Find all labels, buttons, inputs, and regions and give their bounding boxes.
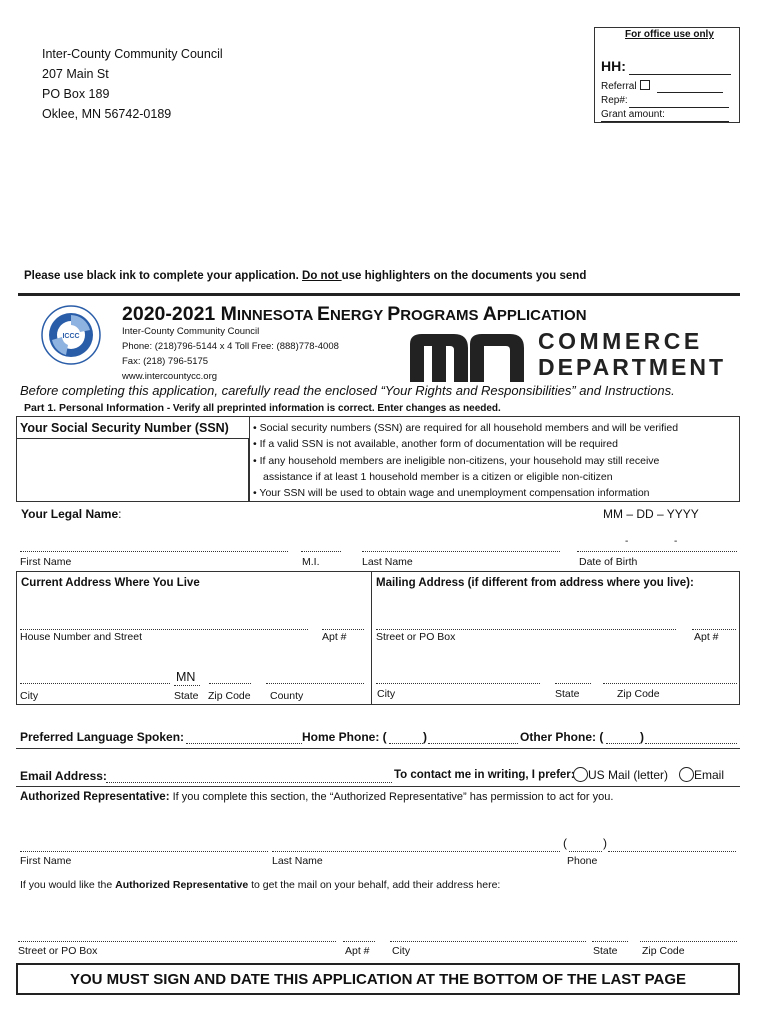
- ssn-bullet: assistance if at least 1 household member is a citizen or eligible non-citizen: [263, 470, 613, 483]
- prefer-label: To contact me in writing, I prefer:: [394, 769, 575, 781]
- apt-field[interactable]: [322, 618, 364, 630]
- city-field[interactable]: [20, 672, 170, 684]
- ink-note-text-end: use highlighters on the documents you send: [341, 270, 587, 282]
- referral-checkbox[interactable]: [640, 80, 650, 90]
- rep-state-caption: State: [593, 945, 618, 957]
- contact-rule: [16, 748, 740, 749]
- mailing-city-field[interactable]: [376, 672, 540, 684]
- ssn-bullets: [253, 420, 678, 501]
- email-field[interactable]: [106, 771, 392, 783]
- mailing-address-label: Mailing Address (if different from address where you live):: [376, 577, 694, 589]
- email-label: Email Address:: [20, 769, 107, 783]
- return-address: [42, 44, 223, 124]
- mailing-city-caption: City: [377, 688, 396, 700]
- part1-header: [24, 402, 501, 414]
- mailing-zip-caption: Zip Code: [617, 688, 660, 700]
- mailing-street-caption: Street or PO Box: [376, 631, 456, 643]
- authorized-rep-label: Authorized Representative:: [20, 791, 170, 803]
- pref-mail-label: US Mail (letter): [588, 768, 669, 782]
- dob-caption: Date of Birth: [579, 556, 638, 568]
- rep-phone-caption: Phone: [567, 855, 598, 867]
- mn-logo-mark: [410, 330, 528, 382]
- last-name-field[interactable]: [362, 540, 560, 552]
- rep-label: Rep#:: [601, 95, 628, 106]
- other-phone-field[interactable]: [645, 732, 737, 744]
- form-title: [122, 303, 587, 326]
- commerce-word: COMMERCE: [538, 328, 703, 354]
- house-street-caption: House Number and Street: [20, 631, 142, 643]
- ssn-bullet: • Social security numbers (SSN) are required for all household members and will be verified: [253, 422, 679, 434]
- pref-mail-radio[interactable]: [573, 767, 588, 782]
- office-use-title: For office use only: [625, 29, 714, 40]
- title-small: ROGRAMS: [400, 307, 483, 324]
- house-street-field[interactable]: [20, 618, 308, 630]
- return-address-line: 207 Main St: [42, 67, 109, 81]
- other-phone-label: Other Phone: (: [520, 730, 604, 744]
- city-caption: City: [20, 690, 39, 702]
- rep-first-name-field[interactable]: [20, 840, 268, 852]
- rep-mail-note-a: If you would like the: [20, 879, 116, 891]
- rep-field[interactable]: [629, 107, 729, 108]
- agency-website: www.intercountycc.org: [122, 371, 218, 382]
- address-divider: [371, 571, 372, 705]
- referral-field[interactable]: [657, 92, 723, 93]
- referral-label: Referral: [601, 81, 637, 92]
- mn-commerce-logo: [410, 330, 735, 382]
- legal-name-text: Your Legal Name: [21, 507, 119, 521]
- authorized-rep-text: If you complete this section, the “Authorized Representative” has permission to act for you.: [169, 791, 614, 803]
- current-address-label: Current Address Where You Live: [21, 577, 200, 589]
- dob-separator: -: [674, 536, 678, 547]
- home-phone-field[interactable]: [428, 732, 518, 744]
- rep-street-caption: Street or PO Box: [18, 945, 98, 957]
- mi-field[interactable]: [301, 540, 341, 552]
- return-address-line: PO Box 189: [42, 87, 110, 101]
- mailing-apt-field[interactable]: [692, 618, 736, 630]
- mailing-state-field[interactable]: [555, 672, 591, 684]
- rep-phone-close: ): [603, 836, 607, 850]
- legal-name-colon: :: [118, 507, 122, 521]
- title-small: PPLICATION: [496, 307, 587, 324]
- grant-label: Grant amount:: [601, 109, 665, 120]
- ssn-bullet: • If a valid SSN is not available, another form of documentation will be required: [253, 438, 618, 451]
- home-phone-label: Home Phone: (: [302, 730, 387, 744]
- title-cap: E: [316, 303, 330, 325]
- authorized-rep-header: [20, 791, 613, 803]
- return-address-line: Oklee, MN 56742-0189: [42, 107, 172, 121]
- rep-apt-field[interactable]: [343, 930, 375, 942]
- mi-caption: M.I.: [302, 556, 320, 568]
- county-field[interactable]: [266, 672, 364, 684]
- rep-last-caption: Last Name: [272, 855, 323, 867]
- agency-phone: Phone: (218)796-5144 x 4 Toll Free: (888)778-4008: [122, 341, 339, 352]
- language-label: Preferred Language Spoken:: [20, 730, 185, 744]
- other-paren-close: ): [640, 730, 644, 744]
- email-rule: [16, 786, 740, 787]
- title-cap: A: [482, 303, 497, 325]
- ink-note-text: Please use black ink to complete your application.: [24, 270, 303, 282]
- mailing-state-caption: State: [555, 688, 580, 700]
- agency-name: Inter-County Community Council: [122, 326, 260, 337]
- ssn-input[interactable]: [16, 438, 249, 502]
- title-cap: M: [220, 303, 237, 325]
- seal-text: ICCC: [62, 333, 80, 340]
- home-paren-close: ): [423, 730, 427, 744]
- referral-row: [601, 80, 650, 92]
- county-caption: County: [270, 690, 304, 702]
- header-rule: [18, 293, 740, 296]
- rep-mail-note-b: Authorized Representative: [115, 879, 249, 891]
- rep-state-field[interactable]: [592, 930, 628, 942]
- office-use-box: [594, 27, 740, 123]
- sign-banner-text: YOU MUST SIGN AND DATE THIS APPLICATION AT THE BOTTOM OF THE LAST PAGE: [69, 970, 687, 988]
- home-area-field[interactable]: [389, 732, 423, 744]
- language-field[interactable]: [186, 732, 302, 744]
- pref-email-label: Email: [694, 768, 725, 782]
- return-address-line: Inter-County Community Council: [42, 47, 223, 61]
- state-field[interactable]: [174, 672, 200, 686]
- department-word: DEPARTMENT: [538, 354, 727, 380]
- pref-email-option[interactable]: [679, 767, 724, 782]
- rep-mail-note: [20, 879, 500, 891]
- title-small: NERGY: [329, 307, 388, 324]
- ssn-bullet: • Your SSN will be used to obtain wage and unemployment compensation information: [253, 487, 650, 500]
- sign-banner: [16, 963, 740, 995]
- rep-first-caption: First Name: [20, 855, 72, 867]
- state-caption: State: [174, 690, 199, 702]
- dob-separator: -: [625, 536, 629, 547]
- pref-mail-option[interactable]: [573, 767, 668, 782]
- title-year: 2020-2021: [122, 303, 221, 325]
- title-cap: P: [387, 303, 401, 325]
- agency-contact: [122, 324, 339, 384]
- rep-zip-caption: Zip Code: [642, 945, 685, 957]
- zip-caption: Zip Code: [208, 690, 251, 702]
- rep-phone-field[interactable]: [608, 840, 736, 852]
- rep-phone-open: (: [563, 836, 567, 850]
- rep-zip-field[interactable]: [640, 930, 737, 942]
- last-name-caption: Last Name: [362, 556, 413, 568]
- other-area-field[interactable]: [606, 732, 640, 744]
- rep-city-caption: City: [392, 945, 411, 957]
- instructions: Before completing this application, carefully read the enclosed “Your Rights and Responsibilities” and Instructions.: [20, 383, 675, 398]
- ink-note: [24, 270, 586, 282]
- hh-field[interactable]: [629, 74, 731, 75]
- legal-name-label: [21, 507, 121, 521]
- ssn-label: Your Social Security Number (SSN): [20, 421, 229, 435]
- part1-title: Part 1. Personal Information: [24, 402, 165, 414]
- dob-field[interactable]: [577, 540, 737, 552]
- rep-city-field[interactable]: [390, 930, 586, 942]
- date-format: MM – DD – YYYY: [603, 507, 699, 521]
- ssn-divider: [249, 416, 250, 502]
- rep-apt-caption: Apt #: [345, 945, 370, 957]
- zip-field[interactable]: [209, 672, 251, 684]
- rep-mail-note-c: to get the mail on your behalf, add their address here:: [248, 879, 501, 891]
- pref-email-radio[interactable]: [679, 767, 694, 782]
- grant-field[interactable]: [601, 121, 729, 122]
- mailing-apt-caption: Apt #: [694, 631, 719, 643]
- agency-fax: Fax: (218) 796-5175: [122, 356, 209, 367]
- rep-last-name-field[interactable]: [272, 840, 560, 852]
- apt-caption: Apt #: [322, 631, 347, 643]
- agency-seal-logo: [40, 304, 102, 366]
- mailing-zip-field[interactable]: [603, 672, 737, 684]
- first-name-caption: First Name: [20, 556, 72, 568]
- ink-note-emphasis: Do not: [302, 270, 342, 282]
- rep-street-field[interactable]: [18, 930, 336, 942]
- ssn-bullet: • If any household members are ineligible non-citizens, your household may still receive: [253, 454, 660, 467]
- state-value: MN: [176, 670, 196, 684]
- mailing-street-field[interactable]: [376, 618, 676, 630]
- title-small: INNESOTA: [236, 307, 317, 324]
- rep-phone-area-field[interactable]: [569, 840, 602, 852]
- first-name-field[interactable]: [20, 540, 288, 552]
- part1-note: - Verify all preprinted information is correct. Enter changes as needed.: [164, 403, 501, 414]
- hh-label: HH:: [601, 58, 626, 74]
